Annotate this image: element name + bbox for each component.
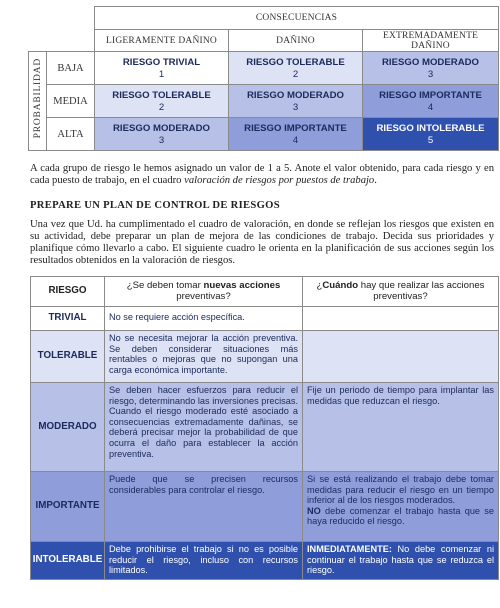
risk-cell-alta-ligeramente — [95, 118, 229, 151]
plan-when-tolerable — [303, 331, 499, 383]
risk-name: RIESGO IMPORTANTE — [244, 122, 347, 134]
risk-value: 3 — [292, 101, 299, 113]
risk-name: RIESGO INTOLERABLE — [376, 122, 485, 134]
risk-cell-alta-extremadamente — [363, 118, 499, 151]
risk-name: RIESGO TOLERABLE — [246, 56, 345, 68]
row-label-alta: ALTA — [47, 118, 95, 151]
plan-header-risk: RIESGO — [31, 277, 105, 307]
risk-cell-baja-danino — [229, 52, 363, 85]
plan-when-importante-text: Si se está realizando el trabajo debe tomar medidas para reducir el riesgo en un tiempo inferior al de los riesgos moderados. — [307, 474, 494, 506]
column-header-extremadamente-danino: EXTREMADAMENTE DAÑINO — [363, 30, 499, 52]
probability-title: PROBABILIDAD — [32, 58, 43, 139]
plan-actions-importante: Puede que se precisen recursos considerables para controlar el riesgo. — [105, 472, 303, 542]
matrix-corner-2 — [29, 30, 95, 52]
plan-when-intolerable-text: No debe comenzar ni continuar el trabajo hasta que se reduzca el riesgo. — [307, 544, 494, 576]
plan-when-intolerable — [303, 542, 499, 580]
plan-header-row — [31, 277, 499, 307]
risk-name: RIESGO TRIVIAL — [122, 56, 201, 68]
paragraph-assign-values — [30, 163, 494, 187]
plan-header-when — [303, 277, 499, 307]
paragraph-plan-intro: Una vez que Ud. ha cumplimentado el cuadro de valoración, en donde se reflejan los riesgos que existen en su actividad, debe preparar un plan de mejora de las condiciones de trabajo. Decida sus prioridades y planifique cómo llevarlo a cabo. El siguiente cuadro le orienta en la planificación de sus acciones según los resultados obtenidos en la valoración de riesgos. — [30, 219, 494, 266]
plan-header-q1-before: ¿Se deben tomar — [126, 280, 204, 291]
risk-value: 4 — [427, 101, 434, 113]
section-heading: PREPARE UN PLAN DE CONTROL DE RIESGOS — [30, 200, 280, 211]
plan-row-trivial — [31, 307, 499, 331]
risk-value: 2 — [158, 101, 165, 113]
plan-header-q1-bold: nuevas acciones — [203, 280, 281, 291]
plan-when-moderado: Fije un periodo de tiempo para implantar las medidas que reduzcan el riesgo. — [303, 383, 499, 472]
column-header-ligeramente-danino: LIGERAMENTE DAÑINO — [95, 30, 229, 52]
row-label-media: MEDIA — [47, 85, 95, 118]
risk-name: RIESGO MODERADO — [112, 122, 210, 134]
probability-title-cell — [29, 52, 47, 151]
plan-when-importante-bold: NO — [307, 505, 321, 516]
plan-risk-intolerable: INTOLERABLE — [31, 542, 105, 580]
plan-row-intolerable — [31, 542, 499, 580]
risk-matrix — [28, 6, 499, 151]
plan-actions-moderado: Se deben hacer esfuerzos para reducir el riesgo, determinando las inversiones precisas. Cuando el riesgo moderado esté asociado a consecuencias extremadamente dañinas, se deberá precisar mejor la probabilidad de que ocurra el daño para establecer la acción preventiva. — [105, 383, 303, 472]
plan-risk-tolerable: TOLERABLE — [31, 331, 105, 383]
plan-header-q2-after: hay que realizar las acciones preventivas? — [358, 280, 485, 302]
matrix-corner — [29, 7, 95, 30]
risk-value: 2 — [292, 68, 299, 80]
plan-risk-trivial: TRIVIAL — [31, 307, 105, 331]
risk-control-plan-table — [30, 276, 499, 580]
paragraph-assign-values-end: . — [374, 175, 377, 186]
plan-header-q2-before: ¿ — [316, 280, 323, 291]
risk-cell-media-danino — [229, 85, 363, 118]
risk-name: RIESGO TOLERABLE — [112, 89, 211, 101]
plan-when-importante — [303, 472, 499, 542]
plan-actions-tolerable: No se necesita mejorar la acción preventiva. Se deben considerar situaciones más rentables o mejoras que no supongan una carga económica importante. — [105, 331, 303, 383]
plan-when-trivial — [303, 307, 499, 331]
consequences-title: CONSECUENCIAS — [95, 7, 499, 30]
risk-cell-alta-danino — [229, 118, 363, 151]
plan-when-importante-text-2: debe comenzar el trabajo hasta que se haya reducido el riesgo. — [307, 505, 494, 527]
paragraph-assign-values-text: A cada grupo de riesgo le hemos asignado un valor de 1 a 5. Anote el valor obtenido, para cada riesgo y en cada puesto de trabajo, en el cuadro — [30, 163, 494, 186]
risk-value: 1 — [158, 68, 165, 80]
plan-row-moderado — [31, 383, 499, 472]
risk-cell-media-ligeramente — [95, 85, 229, 118]
risk-name: RIESGO MODERADO — [382, 56, 480, 68]
plan-actions-trivial: No se requiere acción específica. — [105, 307, 303, 331]
plan-actions-intolerable: Debe prohibirse el trabajo si no es posible reducir el riesgo, incluso con recursos limitados. — [105, 542, 303, 580]
plan-row-importante — [31, 472, 499, 542]
paragraph-assign-values-italic: valoración de riesgos por puestos de trabajo — [184, 175, 375, 186]
risk-cell-baja-ligeramente — [95, 52, 229, 85]
risk-name: RIESGO IMPORTANTE — [379, 89, 482, 101]
plan-row-tolerable — [31, 331, 499, 383]
risk-value: 4 — [292, 134, 299, 146]
risk-name: RIESGO MODERADO — [246, 89, 344, 101]
plan-risk-moderado: MODERADO — [31, 383, 105, 472]
plan-header-q1-after: preventivas? — [176, 291, 231, 302]
row-label-baja: BAJA — [47, 52, 95, 85]
risk-cell-baja-extremadamente — [363, 52, 499, 85]
plan-when-intolerable-bold: INMEDIATAMENTE: — [307, 544, 392, 554]
risk-value: 3 — [158, 134, 165, 146]
column-header-danino: DAÑINO — [229, 30, 363, 52]
risk-value: 5 — [427, 134, 434, 146]
plan-header-q2-bold: Cuándo — [322, 280, 359, 291]
risk-cell-media-extremadamente — [363, 85, 499, 118]
risk-value: 3 — [427, 68, 434, 80]
plan-risk-importante: IMPORTANTE — [31, 472, 105, 542]
plan-header-new-actions — [105, 277, 303, 307]
